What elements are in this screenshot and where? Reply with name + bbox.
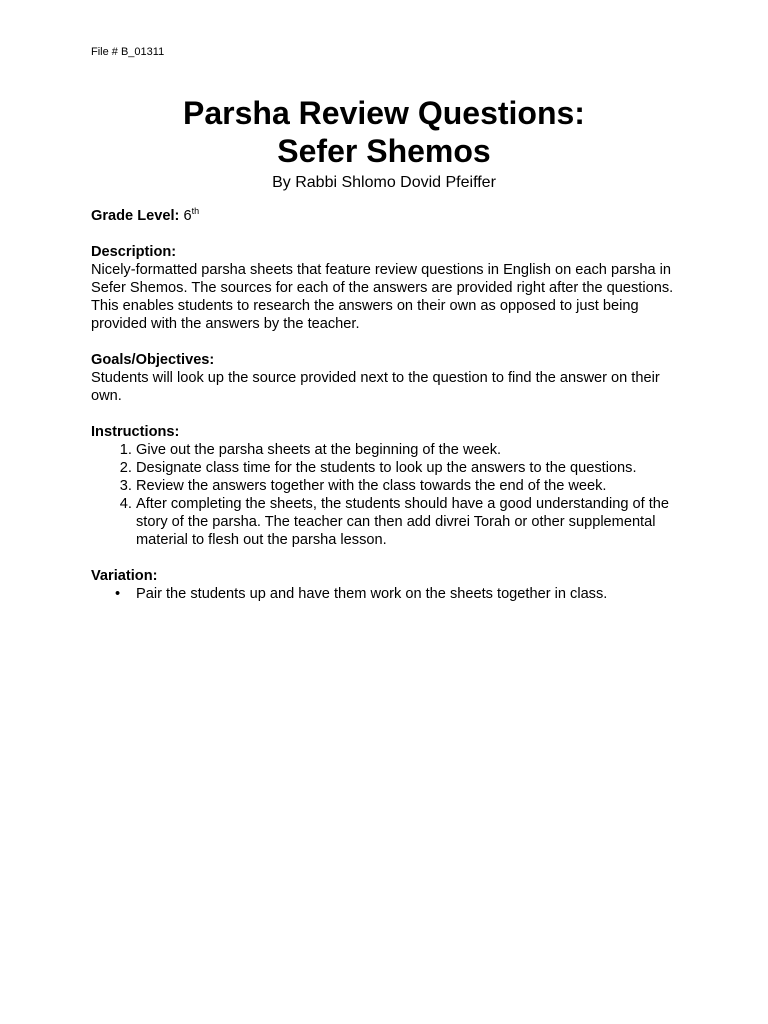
variation-list [91, 585, 681, 603]
grade-line [91, 207, 681, 225]
variation-item-text: Pair the students up and have them work on the sheets together in class. [136, 586, 608, 602]
variation-heading: Variation: [91, 568, 158, 584]
title-line-1: Parsha Review Questions: [183, 95, 585, 131]
instructions-heading: Instructions: [91, 424, 180, 440]
file-number: File # B_01311 [91, 46, 165, 58]
instruction-item: 4. After completing the sheets, the students should have a good understanding of the story of the parsha. The teacher can then add divrei Torah or other supplemental material to flesh out the parsha lesson. [136, 495, 681, 549]
instructions-list [91, 441, 681, 549]
grade-value: 6 [183, 208, 192, 224]
instruction-item: 2. Designate class time for the students to look up the answers to the questions. [136, 459, 681, 477]
goals-heading: Goals/Objectives: [91, 352, 215, 368]
instruction-item: 1. Give out the parsha sheets at the beginning of the week. [136, 441, 681, 459]
goals-text: Students will look up the source provided next to the question to find the answer on their own. [91, 370, 660, 404]
description-heading: Description: [91, 244, 177, 260]
goals-section [91, 351, 681, 405]
description-section [91, 243, 681, 333]
grade-suffix: th [191, 206, 200, 217]
instruction-item: 3. Review the answers together with the class towards the end of the week. [136, 477, 681, 495]
description-text: Nicely-formatted parsha sheets that feature review questions in English on each parsha in Sefer Shemos. The sources for each of the answers are provided right after the questions. This enables students to research the answers on their own as opposed to just being provided with the answers by the teacher. [91, 262, 674, 332]
author-byline: By Rabbi Shlomo Dovid Pfeiffer [272, 174, 496, 191]
variation-item [115, 585, 681, 603]
variation-section [91, 567, 681, 603]
title-line-2: Sefer Shemos [277, 133, 491, 169]
grade-label: Grade Level: [91, 208, 180, 224]
document-content [91, 207, 681, 621]
instructions-section [91, 423, 681, 549]
title-block [0, 94, 768, 194]
grade-section [91, 207, 681, 225]
bullet-icon: • [115, 586, 121, 602]
